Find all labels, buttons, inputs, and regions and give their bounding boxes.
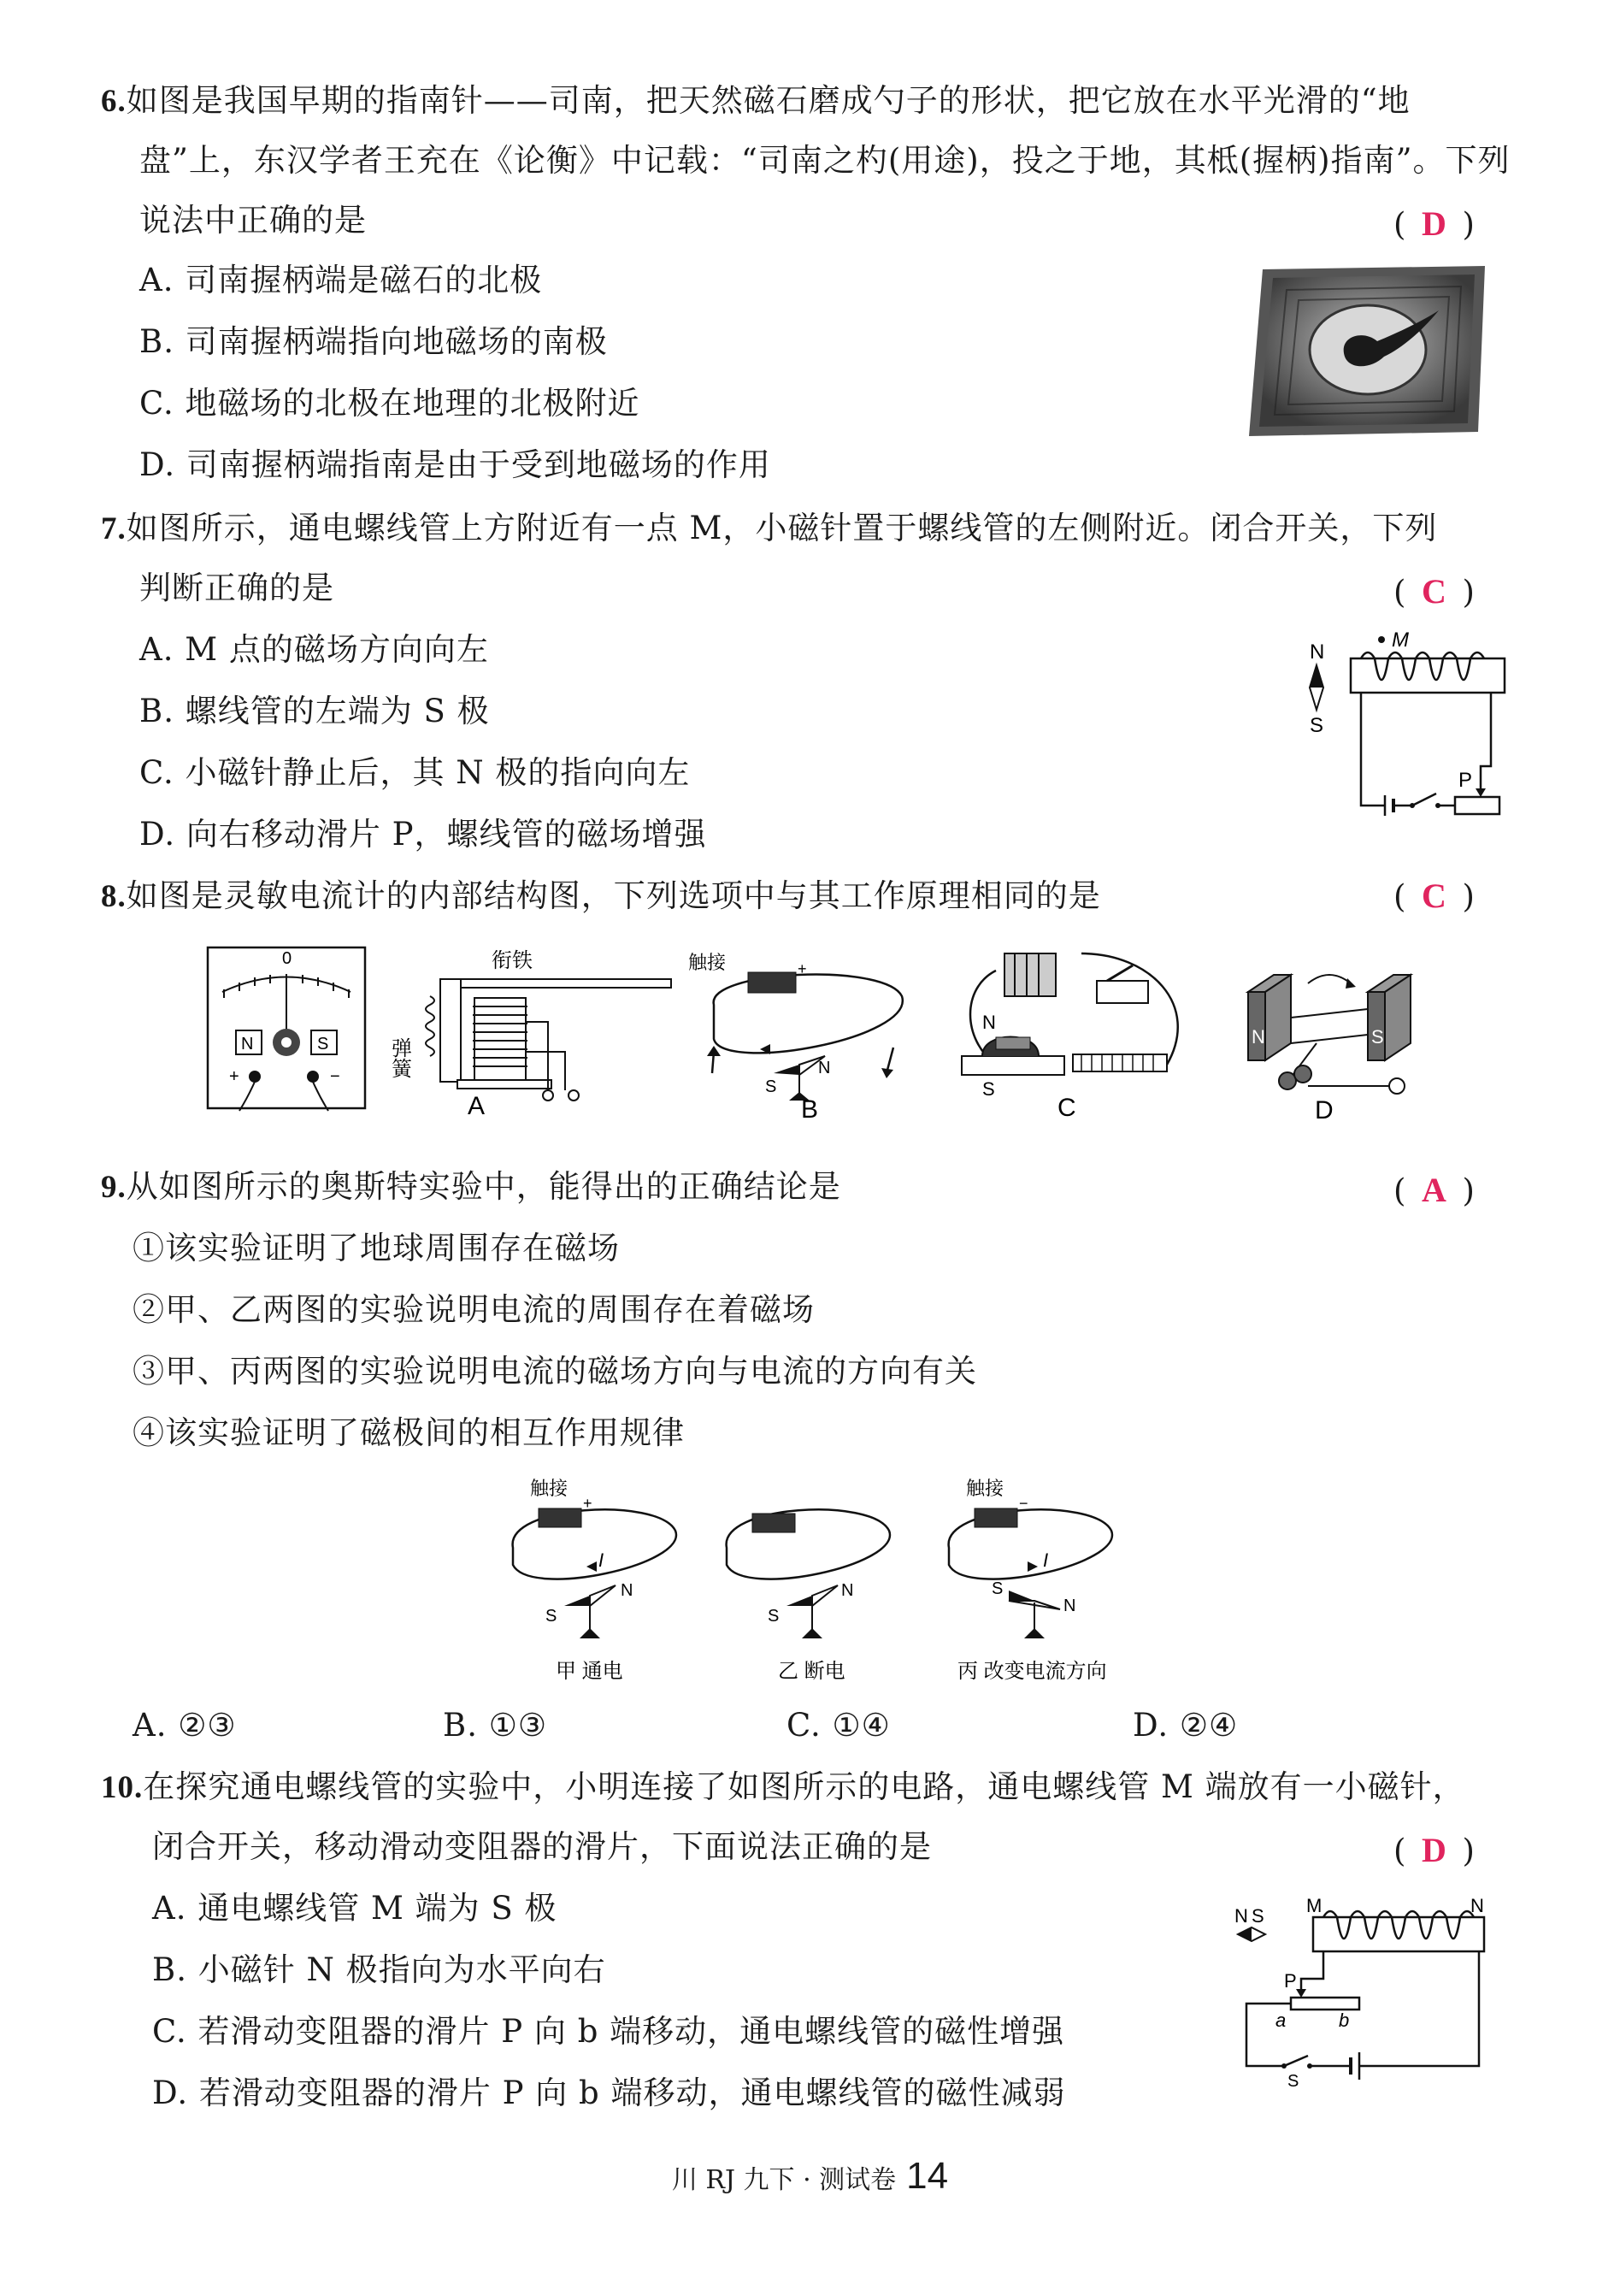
q9-option-d: D. ②④ — [1133, 1707, 1239, 1744]
q6-number: 6. — [101, 84, 127, 119]
q9-n-1: N — [621, 1581, 633, 1600]
q10-answer: ( D ) — [1393, 1828, 1475, 1874]
q10-option-c: C. 若滑动变阻器的滑片 P 向 b 端移动，通电螺线管的磁性增强 — [152, 2013, 1065, 2050]
q8-b-battery — [748, 972, 796, 993]
q7-option-d: D. 向右移动滑片 P，螺线管的磁场增强 — [139, 816, 707, 853]
q9-panel-bing — [949, 1478, 1112, 1683]
q6-option-c: C. 地磁场的北极在地理的北极附近 — [139, 385, 640, 422]
q9-line1 — [101, 1165, 841, 1210]
q7-solenoid-coil — [1361, 652, 1484, 680]
q7-text1: 如图所示，通电螺线管上方附近有一点 M，小磁针置于螺线管的左侧附近。闭合开关，下列 — [126, 510, 1438, 546]
q10-number: 10. — [101, 1770, 144, 1805]
q7-solenoid-circuit — [1291, 624, 1513, 829]
q7-point-m — [1378, 636, 1385, 643]
q10-line2: 闭合开关，移动滑动变阻器的滑片，下面说法正确的是 — [152, 1828, 932, 1865]
q10-rheostat — [1291, 1998, 1359, 2010]
q8-c-switch — [1097, 981, 1148, 1003]
q8-b-n: N — [818, 1059, 831, 1077]
q9-panel-jia — [513, 1478, 676, 1683]
page-footer — [0, 2155, 1620, 2198]
q8-galvanometer — [205, 945, 368, 1112]
q8-c-s: S — [982, 1078, 995, 1100]
q6-line2: 盘”上，东汉学者王充在《论衡》中记载：“司南之杓(用途)，投之于地，其柢(握柄)指南”。下列 — [139, 142, 1511, 179]
q9-statement-1: ①该实验证明了地球周围存在磁场 — [133, 1230, 620, 1266]
q9-option-c: C. ①④ — [786, 1707, 891, 1744]
q8-label-c: C — [1057, 1094, 1076, 1122]
q7-m-label: M — [1392, 629, 1409, 652]
q10-text1: 在探究通电螺线管的实验中，小明连接了如图所示的电路，通电螺线管 M 端放有一小磁针， — [143, 1768, 1465, 1805]
q6-option-b: B. 司南握柄端指向地磁场的南极 — [139, 323, 608, 360]
q9-answer-letter: A — [1421, 1171, 1446, 1209]
q9-answer: ( A ) — [1393, 1168, 1475, 1213]
q9-s-1: S — [545, 1607, 557, 1626]
q8-option-c-motor — [945, 936, 1201, 1122]
q10-option-d: D. 若滑动变阻器的滑片 P 向 b 端移动，通电螺线管的磁性减弱 — [152, 2075, 1066, 2111]
q8-b-s: S — [765, 1077, 777, 1096]
q9-panel-yi — [727, 1509, 890, 1683]
q8-option-d-generator — [1240, 958, 1445, 1124]
q8-galv-s: S — [317, 1035, 329, 1054]
q6-answer-letter: D — [1421, 204, 1446, 243]
q8-label-a: A — [468, 1092, 486, 1120]
q6-text1: 如图是我国早期的指南针——司南，把天然磁石磨成勺子的形状，把它放在水平光滑的“地 — [126, 82, 1411, 119]
q6-answer: ( D ) — [1393, 202, 1475, 247]
q8-d-n: N — [1252, 1026, 1265, 1048]
q9-chujie-1: 触接 — [530, 1478, 568, 1499]
q7-p-label: P — [1458, 769, 1473, 792]
q7-compass-n-label: N — [1310, 640, 1325, 664]
footer-label: 川 RJ 九下 · 测试卷 — [671, 2165, 897, 2195]
q10-switch — [1284, 2056, 1308, 2066]
q7-answer-letter: C — [1421, 572, 1446, 611]
q8-xiantie-label: 衔铁 — [492, 949, 533, 972]
q9-i-3: I — [1043, 1549, 1049, 1571]
q8-galv-n: N — [241, 1035, 254, 1054]
q10-b-label: b — [1339, 2010, 1350, 2031]
q7-line2: 判断正确的是 — [139, 570, 334, 606]
q9-chujie-3: 触接 — [966, 1478, 1004, 1499]
q10-line1 — [101, 1765, 1465, 1810]
q7-option-c: C. 小磁针静止后，其 N 极的指向向左 — [139, 754, 691, 791]
q9-caption-yi: 乙 断电 — [778, 1660, 845, 1683]
q7-solenoid-core — [1351, 658, 1505, 693]
q8-b-plus: + — [798, 960, 807, 977]
q9-option-b: B. ①③ — [443, 1707, 548, 1744]
q7-option-a: A. M 点的磁场方向向左 — [139, 631, 489, 668]
q8-d-s: S — [1371, 1026, 1384, 1048]
q8-answer-letter: C — [1421, 876, 1446, 915]
sinan-compass-image — [1244, 261, 1492, 440]
q10-answer-letter: D — [1421, 1831, 1446, 1869]
q9-caption-jia: 甲 通电 — [556, 1660, 623, 1683]
q10-solenoid-coil — [1323, 1911, 1474, 1939]
q9-caption-bing: 丙 改变电流方向 — [957, 1660, 1107, 1683]
q9-plus-1: + — [583, 1495, 592, 1512]
q8-galv-minus: − — [330, 1067, 340, 1086]
page-number: 14 — [906, 2155, 949, 2197]
q8-tanhuang-label: 弹簧 — [387, 1037, 411, 1078]
q10-p-label: P — [1284, 1970, 1297, 1992]
q7-number: 7. — [101, 511, 127, 546]
q8-number: 8. — [101, 879, 127, 914]
q7-option-b: B. 螺线管的左端为 S 极 — [139, 693, 490, 729]
q6-option-d: D. 司南握柄端指南是由于受到地磁场的作用 — [139, 446, 771, 483]
q8-label-b: B — [801, 1095, 819, 1124]
q8-galv-plus: + — [229, 1067, 239, 1086]
q8-zero-label: 0 — [282, 949, 292, 968]
q8-text1: 如图是灵敏电流计的内部结构图，下列选项中与其工作原理相同的是 — [126, 877, 1101, 914]
q8-c-n: N — [982, 1012, 996, 1033]
q6-option-a: A. 司南握柄端是磁石的北极 — [139, 262, 543, 298]
q7-line1 — [101, 506, 1437, 552]
q9-n-3: N — [1063, 1597, 1076, 1615]
q8-line1 — [101, 874, 1101, 919]
q8-d-coil — [1291, 1009, 1368, 1043]
q8-option-a-relay — [387, 945, 680, 1120]
q8-chujie-label: 触接 — [688, 952, 727, 973]
q7-compass-s-label: S — [1310, 714, 1324, 737]
q9-option-a: A. ②③ — [133, 1707, 237, 1744]
q8-option-b-oersted — [688, 945, 919, 1124]
q10-compass-n: N — [1234, 1905, 1248, 1927]
q9-n-2: N — [841, 1581, 854, 1600]
q8-answer: ( C ) — [1393, 874, 1475, 919]
q10-option-b: B. 小磁针 N 极指向为水平向右 — [152, 1951, 606, 1988]
q8-label-d: D — [1315, 1096, 1334, 1124]
q10-m-label: M — [1306, 1895, 1323, 1916]
q7-answer: ( C ) — [1393, 570, 1475, 615]
q10-compass-s: S — [1252, 1905, 1264, 1927]
q9-s-3: S — [992, 1579, 1004, 1598]
q10-a-label: a — [1275, 2010, 1287, 2031]
q9-statement-3: ③甲、丙两图的实验说明电流的磁场方向与电流的方向有关 — [133, 1353, 977, 1390]
q9-i-1: I — [598, 1549, 604, 1571]
q9-s-2: S — [768, 1607, 780, 1626]
q7-switch — [1412, 794, 1436, 806]
q7-rheostat — [1455, 797, 1499, 814]
q9-statement-4: ④该实验证明了磁极间的相互作用规律 — [133, 1414, 685, 1451]
q9-text1: 从如图所示的奥斯特实验中，能得出的正确结论是 — [126, 1168, 841, 1205]
q6-line1 — [101, 79, 1411, 124]
q10-n-label: N — [1470, 1895, 1484, 1916]
q9-oersted-figure — [496, 1471, 1146, 1685]
q9-statement-2: ②甲、乙两图的实验说明电流的周围存在着磁场 — [133, 1291, 815, 1328]
q8-c-battery — [1004, 953, 1056, 996]
q9-number: 9. — [101, 1170, 127, 1205]
q10-switch-label: S — [1287, 2072, 1299, 2091]
q8-d-bulb — [1389, 1078, 1405, 1094]
q9-minus-3: − — [1019, 1495, 1028, 1512]
q10-option-a: A. 通电螺线管 M 端为 S 极 — [152, 1890, 557, 1927]
q10-solenoid-circuit — [1231, 1890, 1496, 2091]
q6-line3: 说法中正确的是 — [139, 202, 367, 239]
